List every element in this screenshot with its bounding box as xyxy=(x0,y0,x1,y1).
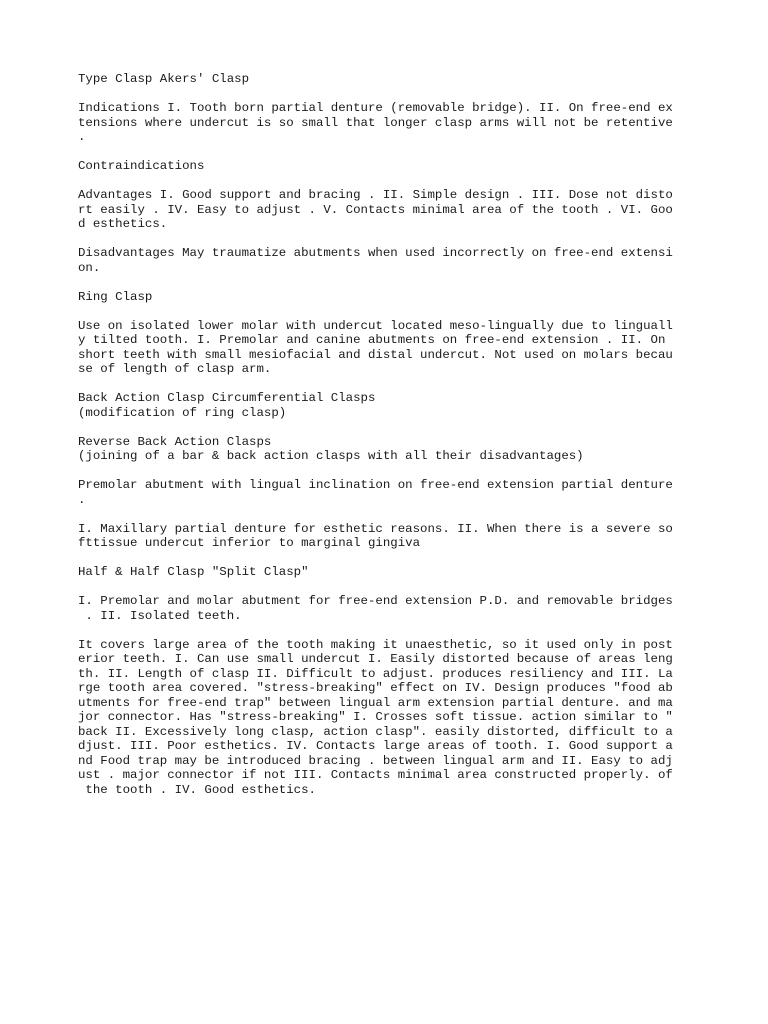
text-line: I. Premolar and molar abutment for free-end extension P.D. and removable bridges xyxy=(78,594,673,608)
text-line: fttissue undercut inferior to marginal gingiva xyxy=(78,536,421,550)
text-line: jor connector. Has "stress-breaking" I. Crosses soft tissue. action similar to " xyxy=(78,710,673,724)
text-line: I. Maxillary partial denture for esthetic reasons. II. When there is a severe so xyxy=(78,521,673,536)
text-line: It covers large area of the tooth making it unaesthetic, so it used only in post xyxy=(78,637,673,652)
text-line: Ring Clasp xyxy=(78,289,153,304)
paragraph xyxy=(78,290,698,305)
text-line: tensions where undercut is so small that longer clasp arms will not be retentive xyxy=(78,115,673,130)
paragraph xyxy=(78,72,698,87)
text-line: d esthetics. xyxy=(78,217,168,231)
paragraph xyxy=(78,246,698,275)
text-line: the tooth . IV. Good esthetics. xyxy=(78,782,316,797)
text-line: ust . major connector if not III. Contacts minimal area constructed properly. of xyxy=(78,768,673,782)
paragraph xyxy=(78,159,698,174)
paragraph xyxy=(78,188,698,232)
paragraph xyxy=(78,478,698,507)
text-line: Half & Half Clasp "Split Clasp" xyxy=(78,565,309,579)
text-line: back II. Excessively long clasp, action clasp". easily distorted, difficult to a xyxy=(78,724,673,739)
text-line: on. xyxy=(78,260,101,275)
text-line: utments for free-end trap" between lingual arm extension partial denture. and ma xyxy=(78,695,673,710)
text-line: . II. Isolated teeth. xyxy=(78,608,242,623)
text-line: th. II. Length of clasp II. Difficult to adjust. produces resiliency and III. La xyxy=(78,666,673,681)
text-line: (modification of ring clasp) xyxy=(78,405,287,420)
text-line: Use on isolated lower molar with undercut located meso-lingually due to linguall xyxy=(78,318,673,333)
paragraph xyxy=(78,391,698,420)
paragraph xyxy=(78,565,698,580)
text-line: Back Action Clasp Circumferential Clasps xyxy=(78,391,376,405)
text-line: rge tooth area covered. "stress-breaking" effect on IV. Design produces "food ab xyxy=(78,681,673,695)
text-line: . xyxy=(78,130,86,144)
paragraph xyxy=(78,101,698,145)
text-line: . xyxy=(78,492,86,507)
text-line: Contraindications xyxy=(78,159,205,173)
text-line: Premolar abutment with lingual inclination on free-end extension partial denture xyxy=(78,478,673,492)
text-line: Disadvantages May traumatize abutments when used incorrectly on free-end extensi xyxy=(78,246,673,260)
text-line: se of length of clasp arm. xyxy=(78,362,272,376)
paragraph xyxy=(78,435,698,464)
text-line: short teeth with small mesiofacial and distal undercut. Not used on molars becau xyxy=(78,347,673,362)
text-line: Advantages I. Good support and bracing . II. Simple design . III. Dose not disto xyxy=(78,188,673,202)
text-line: Indications I. Tooth born partial denture (removable bridge). II. On free-end ex xyxy=(78,101,673,115)
text-line: djust. III. Poor esthetics. IV. Contacts large areas of tooth. I. Good support a xyxy=(78,739,673,753)
text-line: nd Food trap may be introduced bracing . between lingual arm and II. Easy to adj xyxy=(78,753,673,768)
text-line: Reverse Back Action Clasps xyxy=(78,434,272,449)
text-line: y tilted tooth. I. Premolar and canine abutments on free-end extension . II. On xyxy=(78,333,666,347)
paragraph xyxy=(78,638,698,798)
text-line: erior teeth. I. Can use small undercut I. Easily distorted because of areas leng xyxy=(78,652,673,666)
paragraph xyxy=(78,319,698,377)
paragraph xyxy=(78,594,698,623)
text-line: (joining of a bar & back action clasps with all their disadvantages) xyxy=(78,449,584,463)
document-page xyxy=(78,72,698,812)
paragraph xyxy=(78,522,698,551)
text-line: Type Clasp Akers' Clasp xyxy=(78,72,250,86)
text-line: rt easily . IV. Easy to adjust . V. Contacts minimal area of the tooth . VI. Goo xyxy=(78,202,673,217)
